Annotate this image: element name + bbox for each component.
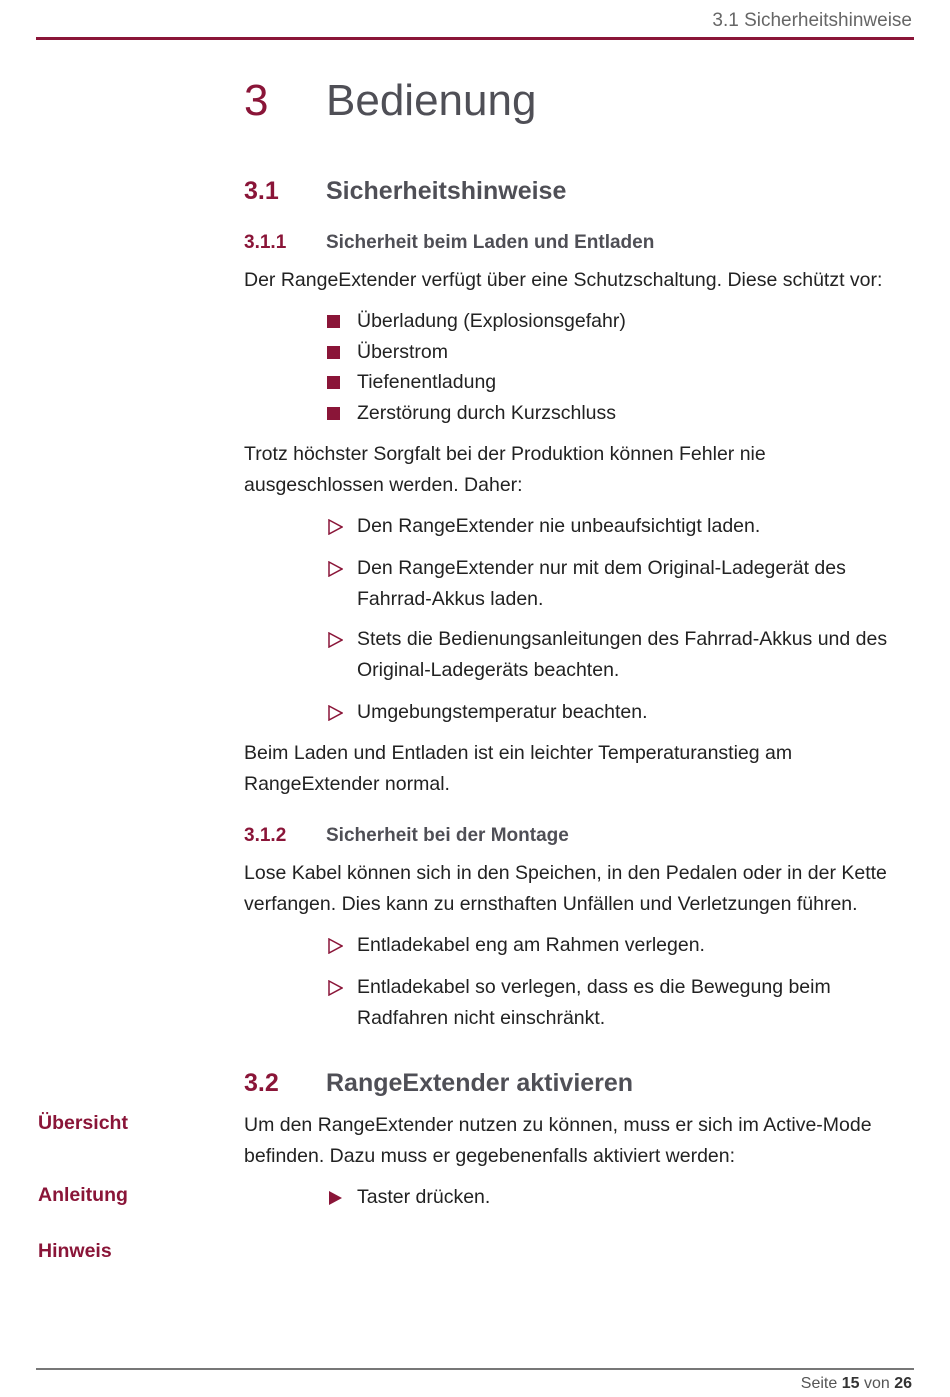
sidebar-label-instruction: Anleitung [38,1184,128,1206]
subsection-title: Sicherheit beim Laden und Entladen [326,232,655,253]
triangle-filled-icon [327,1182,351,1206]
triangle-outline-icon [327,697,351,721]
current-page: 15 [841,1375,860,1392]
chapter-title: Bedienung [326,76,537,125]
section-title: RangeExtender aktivieren [326,1069,634,1097]
list-item [327,367,907,398]
instruction-text: Entladekabel eng am Rahmen verlegen. [357,934,705,956]
section-number: 3.1 [244,177,279,205]
instruction-item [327,930,907,961]
triangle-outline-icon [327,553,351,577]
list-item [327,306,907,337]
instruction-item [327,553,907,615]
sidebar-label-overview: Übersicht [38,1112,128,1134]
list-item-text: Überladung (Explosionsgefahr) [357,310,626,332]
list-item-text: Zerstörung durch Kurzschluss [357,402,617,424]
instruction-item [327,972,907,1034]
section-number: 3.2 [244,1069,279,1097]
step-text: Taster drücken. [357,1186,491,1208]
page-of: von [863,1375,890,1392]
instruction-item [327,697,907,728]
triangle-outline-icon [327,624,351,648]
square-bullet-icon [327,346,340,359]
list-item [327,398,907,429]
triangle-outline-icon [327,972,351,996]
instruction-item [327,624,907,686]
list-item [327,337,907,368]
step-item [327,1182,907,1213]
square-bullet-icon [327,315,340,328]
square-bullet-icon [327,376,340,389]
instruction-item [327,511,907,542]
paragraph-cable-warning: Lose Kabel können sich in den Speichen, in den Pedalen oder in der Kette verfangen. Dies kann zu ernsthaften Unfällen und Verletzungen führen. [244,862,887,915]
header-divider [36,37,914,40]
running-header: 3.1 Sicherheitshinweise [712,10,912,31]
subsection-number: 3.1.1 [244,232,287,253]
instruction-text: Den RangeExtender nur mit dem Original-Ladegerät des Fahrrad-Akkus laden. [357,557,846,610]
square-bullet-icon [327,407,340,420]
subsection-title: Sicherheit bei der Montage [326,825,569,846]
paragraph-activation-intro: Um den RangeExtender nutzen zu können, muss er sich im Active-Mode befinden. Dazu muss er gegebenenfalls aktiviert werden: [244,1114,872,1167]
page-prefix: Seite [800,1375,838,1392]
list-item-text: Überstrom [357,341,449,363]
sidebar-label-note: Hinweis [38,1240,112,1262]
subsection-number: 3.1.2 [244,825,287,846]
paragraph-temperature-note: Beim Laden und Entladen ist ein leichter Temperaturanstieg am RangeExtender normal. [244,742,793,795]
paragraph-protection-intro: Der RangeExtender verfügt über eine Schutzschaltung. Diese schützt vor: [244,269,883,291]
list-item-text: Tiefenentladung [357,371,497,393]
paragraph-production-note: Trotz höchster Sorgfalt bei der Produktion können Fehler nie ausgeschlossen werden. Daher: [244,443,766,496]
footer-divider [36,1368,914,1370]
instruction-text: Entladekabel so verlegen, dass es die Bewegung beim Radfahren nicht einschränkt. [357,976,831,1029]
triangle-outline-icon [327,930,351,954]
instruction-text: Umgebungstemperatur beachten. [357,701,648,723]
instruction-text: Stets die Bedienungsanleitungen des Fahrrad-Akkus und des Original-Ladegeräts beachten. [357,628,888,681]
section-title: Sicherheitshinweise [326,177,567,205]
triangle-outline-icon [327,511,351,535]
page-number [801,1375,912,1393]
chapter-number: 3 [244,76,269,125]
total-pages: 26 [894,1375,912,1392]
instruction-text: Den RangeExtender nie unbeaufsichtigt laden. [357,515,761,537]
